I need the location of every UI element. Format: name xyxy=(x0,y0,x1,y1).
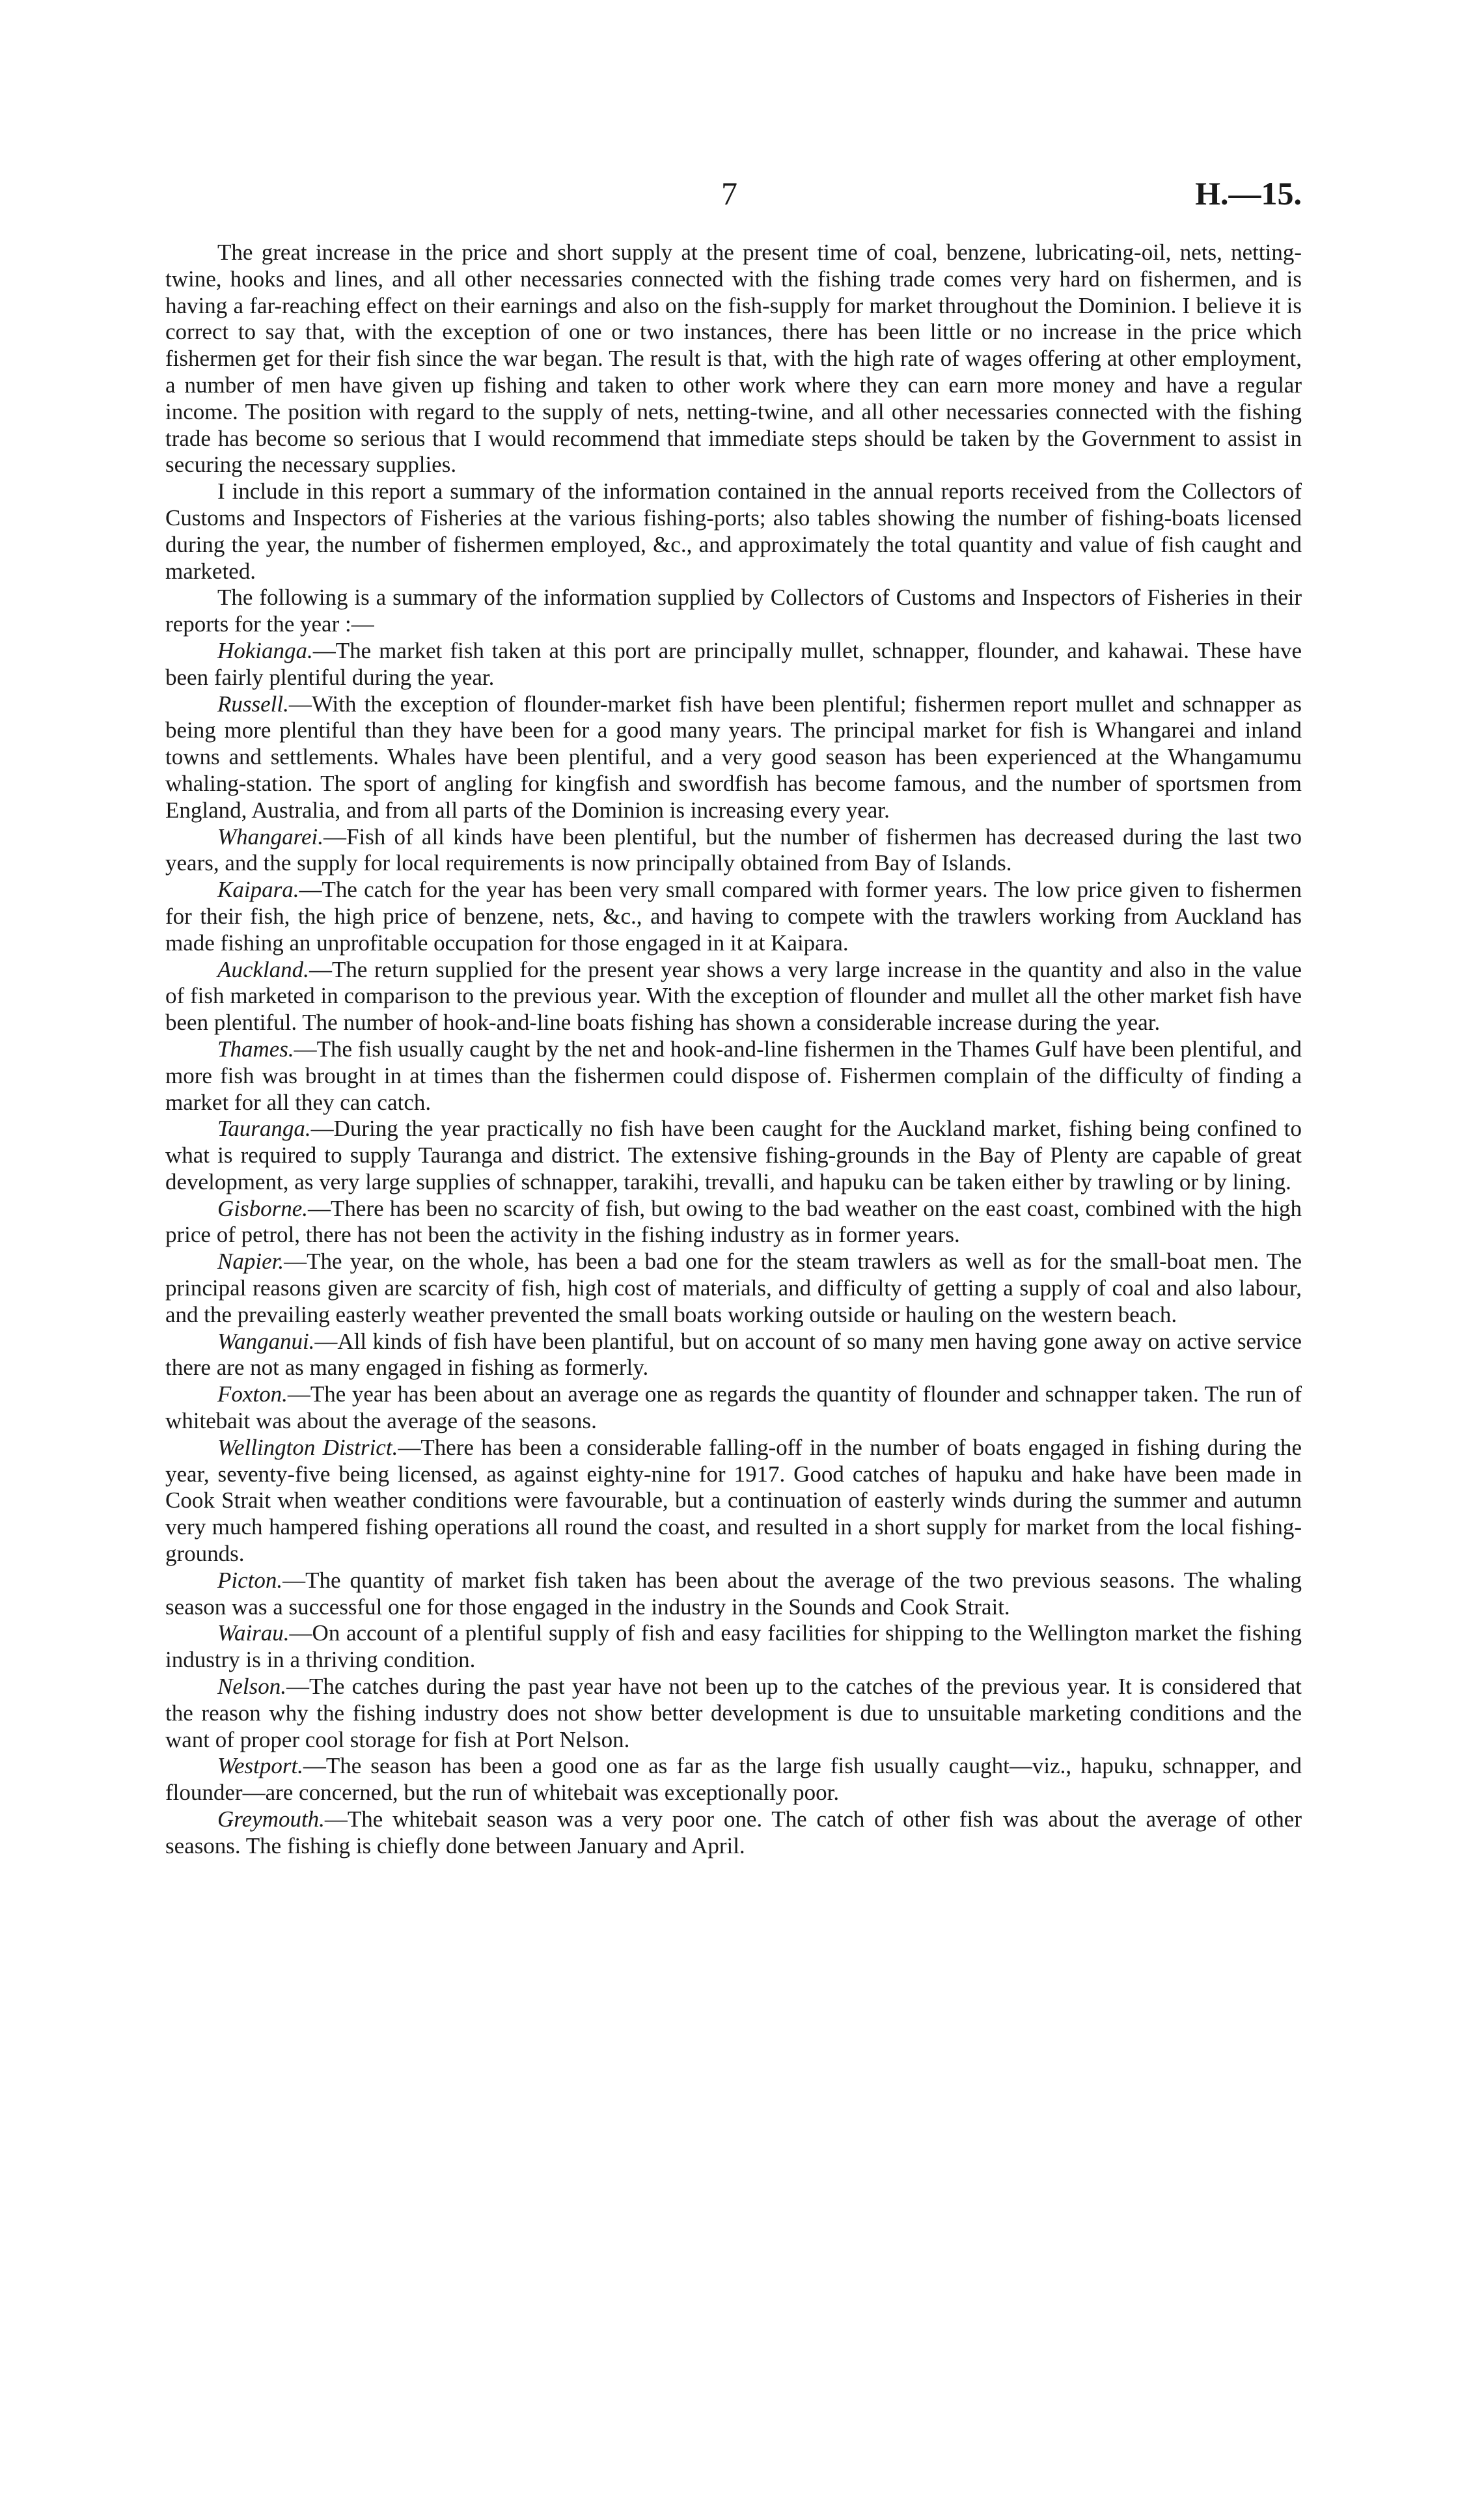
port-name: Nelson. xyxy=(217,1674,286,1700)
port-paragraph-picton xyxy=(165,1568,1302,1621)
port-text: —Fish of all kinds have been plentiful, but the number of fishermen has decreased during the last two years, and the supply for local requirements is now principally obtained from Bay of Islands. xyxy=(165,823,1302,876)
port-name: Hokianga. xyxy=(217,637,313,663)
port-paragraph-gisborne xyxy=(165,1196,1302,1249)
port-paragraph-kaipara xyxy=(165,877,1302,956)
port-name: Picton. xyxy=(217,1567,283,1593)
port-text: —The year, on the whole, has been a bad one for the steam trawlers as well as for the small-boat men. The principal reasons given are scarcity of fish, high cost of materials, and difficulty of getting a supply of coal and also labour, and the prevailing easterly weather prevented the small boats working outside or hauling on the western beach. xyxy=(165,1249,1302,1327)
report-body xyxy=(165,240,1302,1860)
port-name: Wairau. xyxy=(217,1620,290,1646)
port-name: Foxton. xyxy=(217,1381,288,1407)
port-text: —The fish usually caught by the net and hook-and-line fishermen in the Thames Gulf have been plentiful, and more fish was brought in at times than the fishermen could dispose of. Fishermen complain of the difficulty of finding a market for all they can catch. xyxy=(165,1036,1302,1115)
port-paragraph-wanganui xyxy=(165,1329,1302,1382)
intro-paragraph-following: The following is a summary of the information supplied by Collectors of Customs and Inspectors of Fisheries in their reports for the year :— xyxy=(165,585,1302,637)
port-name: Kaipara. xyxy=(217,877,299,903)
port-text: —The quantity of market fish taken has been about the average of the two previous seasons. The whaling season was a successful one for those engaged in the industry in the Sounds and Cook Strait. xyxy=(165,1567,1302,1620)
port-text: —The season has been a good one as far as the large fish usually caught—viz., hapuku, schnapper, and flounder—are concerned, but the run of whitebait was exceptionally poor. xyxy=(165,1753,1302,1806)
port-paragraph-hokianga xyxy=(165,638,1302,691)
page-number: 7 xyxy=(721,175,737,212)
port-name: Auckland. xyxy=(217,956,309,982)
port-name: Westport. xyxy=(217,1753,303,1779)
port-text: —There has been a considerable falling-off in the number of boats engaged in fishing during the year, seventy-five being licensed, as against eighty-nine for 1917. Good catches of hapuku and hake have been made in Cook Strait when weather conditions were favourable, but a continuation of easterly winds during the summer and autumn very much hampered fishing operations all round the coast, and resulted in a short supply for market from the local fishing-grounds. xyxy=(165,1434,1302,1567)
port-paragraph-westport xyxy=(165,1753,1302,1806)
port-text: —There has been no scarcity of fish, but owing to the bad weather on the east coast, combined with the high price of petrol, there has not been the activity in the fishing industry as in former years. xyxy=(165,1195,1302,1248)
port-text: —The year has been about an average one as regards the quantity of flounder and schnapper taken. The run of whitebait was about the average of the seasons. xyxy=(165,1381,1302,1434)
port-text: —On account of a plentiful supply of fish and easy facilities for shipping to the Wellington market the fishing industry is in a thriving condition. xyxy=(165,1620,1302,1673)
port-text: —The catches during the past year have not been up to the catches of the previous year. It is considered that the reason why the fishing industry does not show better development is due to unsuitable marketing conditions and the want of proper cool storage for fish at Port Nelson. xyxy=(165,1674,1302,1752)
port-text: —During the year practically no fish have been caught for the Auckland market, fishing being confined to what is required to supply Tauranga and district. The extensive fishing-grounds in the Bay of Plenty are capable of great development, as very large supplies of schnapper, tarakihi, trevalli, and hapuku can be taken either by trawling or by lining. xyxy=(165,1116,1302,1195)
port-name: Napier. xyxy=(217,1249,284,1275)
port-name: Wanganui. xyxy=(217,1328,315,1354)
port-name: Wellington District. xyxy=(217,1434,398,1460)
port-paragraph-foxton xyxy=(165,1381,1302,1435)
port-text: —The return supplied for the present year shows a very large increase in the quantity and also in the value of fish marketed in comparison to the previous year. With the exception of flounder and mullet all the other market fish have been plentiful. The number of hook-and-line boats fishing has shown a considerable increase during the year. xyxy=(165,956,1302,1036)
port-paragraph-russell xyxy=(165,691,1302,824)
port-text: —The market fish taken at this port are principally mullet, schnapper, flounder, and kahawai. These have been fairly plentiful during the year. xyxy=(165,637,1302,690)
port-paragraph-auckland xyxy=(165,957,1302,1036)
intro-paragraph-supply: The great increase in the price and short supply at the present time of coal, benzene, lubricating-oil, nets, netting-twine, hooks and lines, and all other necessaries connected with the fishing trade comes very hard on fishermen, and is having a far-reaching effect on their earnings and also on the fish-supply for market throughout the Dominion. I believe it is correct to say that, with the exception of one or two instances, there has been little or no increase in the price which fishermen get for their fish since the war began. The result is that, with the high rate of wages offering at other employment, a number of men have given up fishing and taken to other work where they can earn more money and have a regular income. The position with regard to the supply of nets, netting-twine, and all other necessaries connected with the fishing trade has become so serious that I would recommend that immediate steps should be taken by the Government to assist in securing the necessary supplies. xyxy=(165,240,1302,478)
port-paragraph-thames xyxy=(165,1036,1302,1116)
port-text: —All kinds of fish have been plantiful, but on account of so many men having gone away on active service there are not as many engaged in fishing as formerly. xyxy=(165,1328,1302,1381)
port-text: —The catch for the year has been very small compared with former years. The low price given to fishermen for their fish, the high price of benzene, nets, &c., and having to compete with the trawlers working from Auckland has made fishing an unprofitable occupation for those engaged in it at Kaipara. xyxy=(165,877,1302,956)
document-reference: H.—15. xyxy=(1195,175,1302,212)
port-paragraph-nelson xyxy=(165,1674,1302,1753)
port-name: Gisborne. xyxy=(217,1195,309,1221)
page-header xyxy=(0,171,1484,216)
port-paragraph-wairau xyxy=(165,1620,1302,1674)
port-name: Russell. xyxy=(217,691,289,717)
port-text: —With the exception of flounder-market fish have been plentiful; fishermen report mullet and schnapper as being more plentiful than they have been for a good many years. The principal market for fish is Whangarei and inland towns and settlements. Whales have been plentiful, and a very good season has been experienced at the Whangamumu whaling-station. The sport of angling for kingfish and swordfish has become famous, and the number of sportsmen from England, Australia, and from all parts of the Dominion is increasing every year. xyxy=(165,691,1302,823)
port-paragraph-whangarei xyxy=(165,824,1302,877)
port-name: Tauranga. xyxy=(217,1116,311,1142)
port-paragraph-wellington xyxy=(165,1435,1302,1568)
intro-paragraph-summary: I include in this report a summary of the information contained in the annual reports received from the Collectors of Customs and Inspectors of Fisheries at the various fishing-ports; also tables showing the number of fishing-boats licensed during the year, the number of fishermen employed, &c., and approximately the total quantity and value of fish caught and marketed. xyxy=(165,478,1302,584)
port-text: —The whitebait season was a very poor one. The catch of other fish was about the average of other seasons. The fishing is chiefly done between January and April. xyxy=(165,1806,1302,1858)
port-paragraph-napier xyxy=(165,1249,1302,1328)
port-paragraph-greymouth xyxy=(165,1806,1302,1860)
port-name: Thames. xyxy=(217,1036,294,1062)
port-name: Whangarei. xyxy=(217,823,323,850)
port-name: Greymouth. xyxy=(217,1806,325,1832)
port-paragraph-tauranga xyxy=(165,1116,1302,1195)
